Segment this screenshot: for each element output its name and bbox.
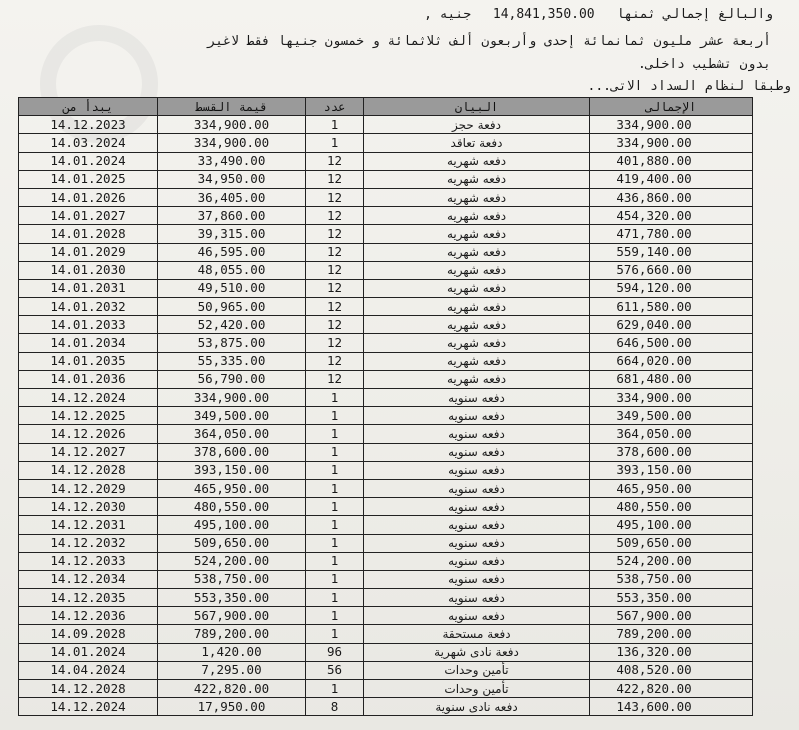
- count-cell: 1: [306, 461, 364, 479]
- table-row: [19, 552, 753, 570]
- table-row: [19, 498, 753, 516]
- installment-cell: 334,900.00: [158, 116, 306, 134]
- description-cell: تأمين وحدات: [364, 680, 590, 698]
- description-cell: دفعه سنويه: [364, 498, 590, 516]
- description-cell: دفعة مستحقة: [364, 625, 590, 643]
- count-cell: 1: [306, 116, 364, 134]
- description-cell: دفعه شهريه: [364, 243, 590, 261]
- start-cell: 14.01.2026: [19, 188, 158, 206]
- installment-cell: 789,200.00: [158, 625, 306, 643]
- total-cell: 454,320.00: [590, 207, 753, 225]
- count-cell: 1: [306, 534, 364, 552]
- total-cell: 334,900.00: [590, 389, 753, 407]
- table-row: [19, 225, 753, 243]
- description-cell: دفعه سنويه: [364, 552, 590, 570]
- description-cell: دفعه سنويه: [364, 607, 590, 625]
- total-cell: 480,550.00: [590, 498, 753, 516]
- count-cell: 12: [306, 243, 364, 261]
- start-cell: 14.12.2033: [19, 552, 158, 570]
- table-row: [19, 152, 753, 170]
- installment-cell: 50,965.00: [158, 298, 306, 316]
- description-cell: دفعة نادى شهرية: [364, 643, 590, 661]
- table-row: [19, 116, 753, 134]
- count-cell: 12: [306, 152, 364, 170]
- total-cell: 629,040.00: [590, 316, 753, 334]
- count-cell: 1: [306, 389, 364, 407]
- start-cell: 14.01.2036: [19, 370, 158, 388]
- start-cell: 14.04.2024: [19, 661, 158, 679]
- table-row: [19, 298, 753, 316]
- table-row: [19, 479, 753, 497]
- total-cell: 393,150.00: [590, 461, 753, 479]
- installment-cell: 56,790.00: [158, 370, 306, 388]
- start-cell: 14.01.2024: [19, 643, 158, 661]
- start-cell: 14.01.2032: [19, 298, 158, 316]
- total-cell: 509,650.00: [590, 534, 753, 552]
- description-cell: تأمين وحدات: [364, 661, 590, 679]
- description-cell: دفعه سنويه: [364, 479, 590, 497]
- payment-schedule-table: [18, 97, 753, 716]
- table-row: [19, 516, 753, 534]
- installment-cell: 465,950.00: [158, 479, 306, 497]
- table-row: [19, 661, 753, 679]
- start-cell: 14.09.2028: [19, 625, 158, 643]
- description-cell: دفعة حجز: [364, 116, 590, 134]
- count-cell: 1: [306, 134, 364, 152]
- table-row: [19, 188, 753, 206]
- total-cell: 567,900.00: [590, 607, 753, 625]
- description-cell: دفعه سنويه: [364, 389, 590, 407]
- total-cell: 681,480.00: [590, 370, 753, 388]
- total-cell: 664,020.00: [590, 352, 753, 370]
- count-cell: 12: [306, 225, 364, 243]
- description-cell: دفعه نادى سنوية: [364, 698, 590, 716]
- table-row: [19, 698, 753, 716]
- payment-system-intro: وطبقا لنظام السداد الاتى...: [587, 79, 791, 94]
- installment-cell: 7,295.00: [158, 661, 306, 679]
- total-cell: 401,880.00: [590, 152, 753, 170]
- installment-cell: 36,405.00: [158, 188, 306, 206]
- start-cell: 14.01.2035: [19, 352, 158, 370]
- count-cell: 12: [306, 188, 364, 206]
- table-row: [19, 389, 753, 407]
- installment-cell: 37,860.00: [158, 207, 306, 225]
- start-cell: 14.12.2025: [19, 407, 158, 425]
- installment-cell: 509,650.00: [158, 534, 306, 552]
- start-cell: 14.01.2031: [19, 279, 158, 297]
- column-header-total: الإجمالى: [590, 98, 753, 116]
- start-cell: 14.12.2024: [19, 389, 158, 407]
- description-cell: دفعه شهريه: [364, 170, 590, 188]
- total-cell: 594,120.00: [590, 279, 753, 297]
- currency-label: جنيه ,: [424, 7, 472, 22]
- installment-cell: 53,875.00: [158, 334, 306, 352]
- description-cell: دفعه شهريه: [364, 152, 590, 170]
- installment-cell: 55,335.00: [158, 352, 306, 370]
- total-cell: 576,660.00: [590, 261, 753, 279]
- description-cell: دفعه شهريه: [364, 370, 590, 388]
- count-cell: 1: [306, 516, 364, 534]
- installment-cell: 46,595.00: [158, 243, 306, 261]
- description-cell: دفعه شهريه: [364, 316, 590, 334]
- finishing-note: بدون تشطيب داخلى.: [637, 57, 771, 72]
- total-cell: 553,350.00: [590, 589, 753, 607]
- installment-cell: 495,100.00: [158, 516, 306, 534]
- start-cell: 14.12.2032: [19, 534, 158, 552]
- count-cell: 12: [306, 316, 364, 334]
- description-cell: دفعه شهريه: [364, 298, 590, 316]
- description-cell: دفعة تعاقد: [364, 134, 590, 152]
- installment-cell: 34,950.00: [158, 170, 306, 188]
- description-cell: دفعه سنويه: [364, 425, 590, 443]
- table-row: [19, 243, 753, 261]
- start-cell: 14.12.2036: [19, 607, 158, 625]
- table-row: [19, 443, 753, 461]
- count-cell: 1: [306, 552, 364, 570]
- table-row: [19, 134, 753, 152]
- table-row: [19, 370, 753, 388]
- installment-cell: 393,150.00: [158, 461, 306, 479]
- count-cell: 1: [306, 443, 364, 461]
- table-row: [19, 643, 753, 661]
- total-cell: 143,600.00: [590, 698, 753, 716]
- table-row: [19, 425, 753, 443]
- count-cell: 1: [306, 498, 364, 516]
- count-cell: 1: [306, 607, 364, 625]
- start-cell: 14.12.2026: [19, 425, 158, 443]
- start-cell: 14.12.2027: [19, 443, 158, 461]
- installment-cell: 567,900.00: [158, 607, 306, 625]
- description-cell: دفعه سنويه: [364, 570, 590, 588]
- installment-cell: 553,350.00: [158, 589, 306, 607]
- table-row: [19, 207, 753, 225]
- installment-cell: 48,055.00: [158, 261, 306, 279]
- description-cell: دفعه شهريه: [364, 261, 590, 279]
- start-cell: 14.12.2029: [19, 479, 158, 497]
- installment-cell: 17,950.00: [158, 698, 306, 716]
- count-cell: 1: [306, 479, 364, 497]
- table-row: [19, 534, 753, 552]
- start-cell: 14.12.2034: [19, 570, 158, 588]
- installment-cell: 1,420.00: [158, 643, 306, 661]
- description-cell: دفعه سنويه: [364, 516, 590, 534]
- installment-cell: 422,820.00: [158, 680, 306, 698]
- total-cell: 364,050.00: [590, 425, 753, 443]
- count-cell: 1: [306, 425, 364, 443]
- table-row: [19, 316, 753, 334]
- description-cell: دفعه سنويه: [364, 589, 590, 607]
- count-cell: 12: [306, 352, 364, 370]
- total-cell: 559,140.00: [590, 243, 753, 261]
- installment-cell: 334,900.00: [158, 134, 306, 152]
- table-row: [19, 407, 753, 425]
- installment-cell: 49,510.00: [158, 279, 306, 297]
- total-cell: 495,100.00: [590, 516, 753, 534]
- count-cell: 96: [306, 643, 364, 661]
- count-cell: 1: [306, 407, 364, 425]
- start-cell: 14.03.2024: [19, 134, 158, 152]
- total-cell: 524,200.00: [590, 552, 753, 570]
- installment-cell: 538,750.00: [158, 570, 306, 588]
- count-cell: 56: [306, 661, 364, 679]
- total-cell: 465,950.00: [590, 479, 753, 497]
- count-cell: 12: [306, 279, 364, 297]
- start-cell: 14.12.2023: [19, 116, 158, 134]
- installment-cell: 349,500.00: [158, 407, 306, 425]
- table-row: [19, 261, 753, 279]
- table-row: [19, 461, 753, 479]
- count-cell: 1: [306, 570, 364, 588]
- table-header-row: [19, 98, 753, 116]
- start-cell: 14.12.2028: [19, 680, 158, 698]
- start-cell: 14.01.2029: [19, 243, 158, 261]
- installment-cell: 378,600.00: [158, 443, 306, 461]
- start-cell: 14.12.2030: [19, 498, 158, 516]
- column-header-start: يبدأ من: [19, 98, 158, 116]
- installment-cell: 39,315.00: [158, 225, 306, 243]
- table-row: [19, 570, 753, 588]
- start-cell: 14.12.2024: [19, 698, 158, 716]
- installment-cell: 334,900.00: [158, 389, 306, 407]
- start-cell: 14.01.2025: [19, 170, 158, 188]
- installment-cell: 364,050.00: [158, 425, 306, 443]
- total-cell: 334,900.00: [590, 134, 753, 152]
- installment-cell: 33,490.00: [158, 152, 306, 170]
- total-price-label: والبالغ إجمالي ثمنها: [616, 7, 773, 22]
- total-cell: 789,200.00: [590, 625, 753, 643]
- total-cell: 408,520.00: [590, 661, 753, 679]
- column-header-description: البيان: [364, 98, 590, 116]
- count-cell: 8: [306, 698, 364, 716]
- total-cell: 349,500.00: [590, 407, 753, 425]
- start-cell: 14.01.2028: [19, 225, 158, 243]
- description-cell: دفعه سنويه: [364, 461, 590, 479]
- count-cell: 12: [306, 298, 364, 316]
- total-cell: 611,580.00: [590, 298, 753, 316]
- table-row: [19, 334, 753, 352]
- table-row: [19, 607, 753, 625]
- description-cell: دفعه سنويه: [364, 407, 590, 425]
- description-cell: دفعه سنويه: [364, 534, 590, 552]
- start-cell: 14.01.2033: [19, 316, 158, 334]
- start-cell: 14.01.2024: [19, 152, 158, 170]
- table-row: [19, 279, 753, 297]
- description-cell: دفعه شهريه: [364, 334, 590, 352]
- total-cell: 334,900.00: [590, 116, 753, 134]
- count-cell: 12: [306, 207, 364, 225]
- total-cell: 436,860.00: [590, 188, 753, 206]
- table-row: [19, 625, 753, 643]
- total-cell: 419,400.00: [590, 170, 753, 188]
- start-cell: 14.12.2031: [19, 516, 158, 534]
- description-cell: دفعه شهريه: [364, 279, 590, 297]
- description-cell: دفعه شهريه: [364, 207, 590, 225]
- total-price-amount: 14,841,350.00: [492, 7, 595, 22]
- total-cell: 646,500.00: [590, 334, 753, 352]
- count-cell: 1: [306, 680, 364, 698]
- column-header-count: عدد: [306, 98, 364, 116]
- total-cell: 422,820.00: [590, 680, 753, 698]
- count-cell: 12: [306, 261, 364, 279]
- start-cell: 14.01.2027: [19, 207, 158, 225]
- installment-cell: 52,420.00: [158, 316, 306, 334]
- count-cell: 12: [306, 334, 364, 352]
- count-cell: 12: [306, 370, 364, 388]
- column-header-installment: قيمة القسط: [158, 98, 306, 116]
- count-cell: 1: [306, 625, 364, 643]
- total-cell: 378,600.00: [590, 443, 753, 461]
- total-price-line: [424, 7, 773, 22]
- count-cell: 1: [306, 589, 364, 607]
- description-cell: دفعه شهريه: [364, 352, 590, 370]
- table-row: [19, 680, 753, 698]
- total-price-in-words: أربعة عشر مليون ثمانمائة إحدى وأربعون ألف ثلاثمائة و خمسون جنيها فقط لاغير: [207, 34, 771, 49]
- total-cell: 538,750.00: [590, 570, 753, 588]
- description-cell: دفعه شهريه: [364, 225, 590, 243]
- table-row: [19, 170, 753, 188]
- total-cell: 471,780.00: [590, 225, 753, 243]
- start-cell: 14.12.2028: [19, 461, 158, 479]
- count-cell: 12: [306, 170, 364, 188]
- table-row: [19, 589, 753, 607]
- total-cell: 136,320.00: [590, 643, 753, 661]
- installment-cell: 524,200.00: [158, 552, 306, 570]
- installment-cell: 480,550.00: [158, 498, 306, 516]
- description-cell: دفعه سنويه: [364, 443, 590, 461]
- start-cell: 14.01.2030: [19, 261, 158, 279]
- start-cell: 14.01.2034: [19, 334, 158, 352]
- start-cell: 14.12.2035: [19, 589, 158, 607]
- description-cell: دفعه شهريه: [364, 188, 590, 206]
- table-row: [19, 352, 753, 370]
